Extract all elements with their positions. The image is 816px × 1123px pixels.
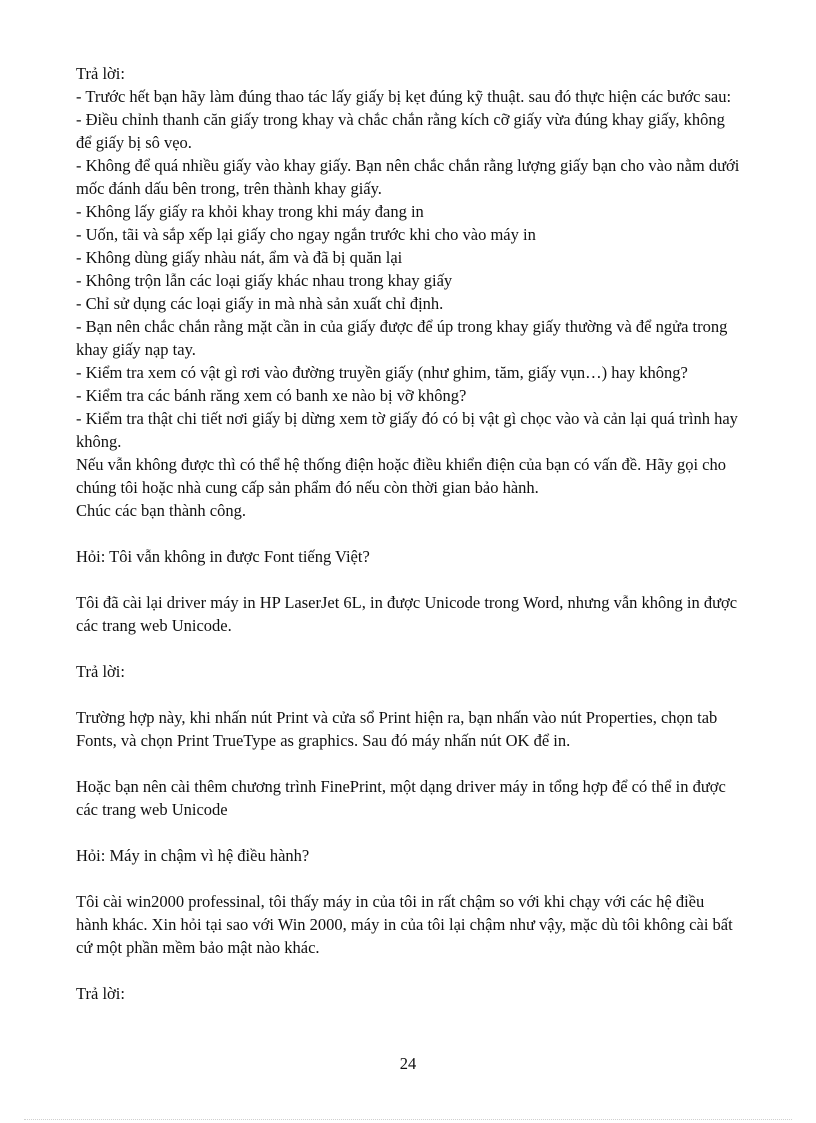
list-item: - Chỉ sử dụng các loại giấy in mà nhà sản xuất chỉ định. xyxy=(76,294,444,313)
paragraph-spacer xyxy=(76,821,740,844)
list-item: - Bạn nên chắc chắn rằng mặt cần in của giấy được để úp trong khay giấy thường và để ngửa trong khay giấy nạp tay. xyxy=(76,317,728,359)
list-item: - Không để quá nhiều giấy vào khay giấy. Bạn nên chắc chắn rằng lượng giấy bạn cho vào nằm dưới mốc đánh dấu bên trong, trên thành khay giấy. xyxy=(76,156,740,198)
list-item: - Kiểm tra xem có vật gì rơi vào đường truyền giấy (như ghim, tăm, giấy vụn…) hay không? xyxy=(76,363,688,382)
question-heading: Hỏi: Tôi vẫn không in được Font tiếng Việt? xyxy=(76,547,370,566)
body-paragraph: Tôi cài win2000 professinal, tôi thấy máy in của tôi in rất chậm so với khi chạy với các hệ điều hành khác. Xin hỏi tại sao với Win 2000, máy in của tôi lại chậm như vậy, mặc dù tôi không cài bất cứ một phần mềm bảo mật nào khác. xyxy=(76,892,733,957)
answer-label: Trả lời: xyxy=(76,662,125,681)
body-paragraph: Hoặc bạn nên cài thêm chương trình FinePrint, một dạng driver máy in tổng hợp để có thể in được các trang web Unicode xyxy=(76,777,726,819)
list-item: - Kiểm tra các bánh răng xem có banh xe nào bị vỡ không? xyxy=(76,386,467,405)
list-item: - Không trộn lẫn các loại giấy khác nhau trong khay giấy xyxy=(76,271,453,290)
list-item: - Điều chỉnh thanh căn giấy trong khay và chắc chắn rằng kích cỡ giấy vừa đúng khay giấy, không để giấy bị sô vẹo. xyxy=(76,110,725,152)
question-heading: Hỏi: Máy in chậm vì hệ điều hành? xyxy=(76,846,310,865)
paragraph-spacer xyxy=(76,568,740,591)
list-item: - Trước hết bạn hãy làm đúng thao tác lấy giấy bị kẹt đúng kỹ thuật. sau đó thực hiện các bước sau: xyxy=(76,87,732,106)
paragraph-spacer xyxy=(76,959,740,982)
paragraph-spacer xyxy=(76,752,740,775)
paragraph-spacer xyxy=(76,683,740,706)
list-item: - Không dùng giấy nhàu nát, ẩm và đã bị quăn lại xyxy=(76,248,403,267)
answer-label: Trả lời: xyxy=(76,984,125,1003)
body-paragraph: Trường hợp này, khi nhấn nút Print và cửa sổ Print hiện ra, bạn nhấn vào nút Properties, chọn tab Fonts, và chọn Print TrueType as graphics. Sau đó máy nhấn nút OK để in. xyxy=(76,708,718,750)
list-item: - Không lấy giấy ra khỏi khay trong khi máy đang in xyxy=(76,202,424,221)
paragraph-spacer xyxy=(76,522,740,545)
body-paragraph: Chúc các bạn thành công. xyxy=(76,501,246,520)
body-paragraph: Nếu vẫn không được thì có thể hệ thống điện hoặc điều khiển điện của bạn có vấn đề. Hãy gọi cho chúng tôi hoặc nhà cung cấp sản phẩm đó nếu còn thời gian bảo hành. xyxy=(76,455,726,497)
answer-label: Trả lời: xyxy=(76,64,125,83)
page-number: 24 xyxy=(399,1054,417,1073)
list-item: - Kiểm tra thật chi tiết nơi giấy bị dừng xem tờ giấy đó có bị vật gì chọc vào và cản lại quá trình hay không. xyxy=(76,409,738,451)
page-edge-divider xyxy=(24,1119,792,1120)
paragraph-spacer xyxy=(76,867,740,890)
paragraph-spacer xyxy=(76,637,740,660)
list-item: - Uốn, tãi và sắp xếp lại giấy cho ngay ngắn trước khi cho vào máy in xyxy=(76,225,536,244)
body-paragraph: Tôi đã cài lại driver máy in HP LaserJet 6L, in được Unicode trong Word, nhưng vẫn không in được các trang web Unicode. xyxy=(76,593,738,635)
document-body xyxy=(76,62,740,1005)
